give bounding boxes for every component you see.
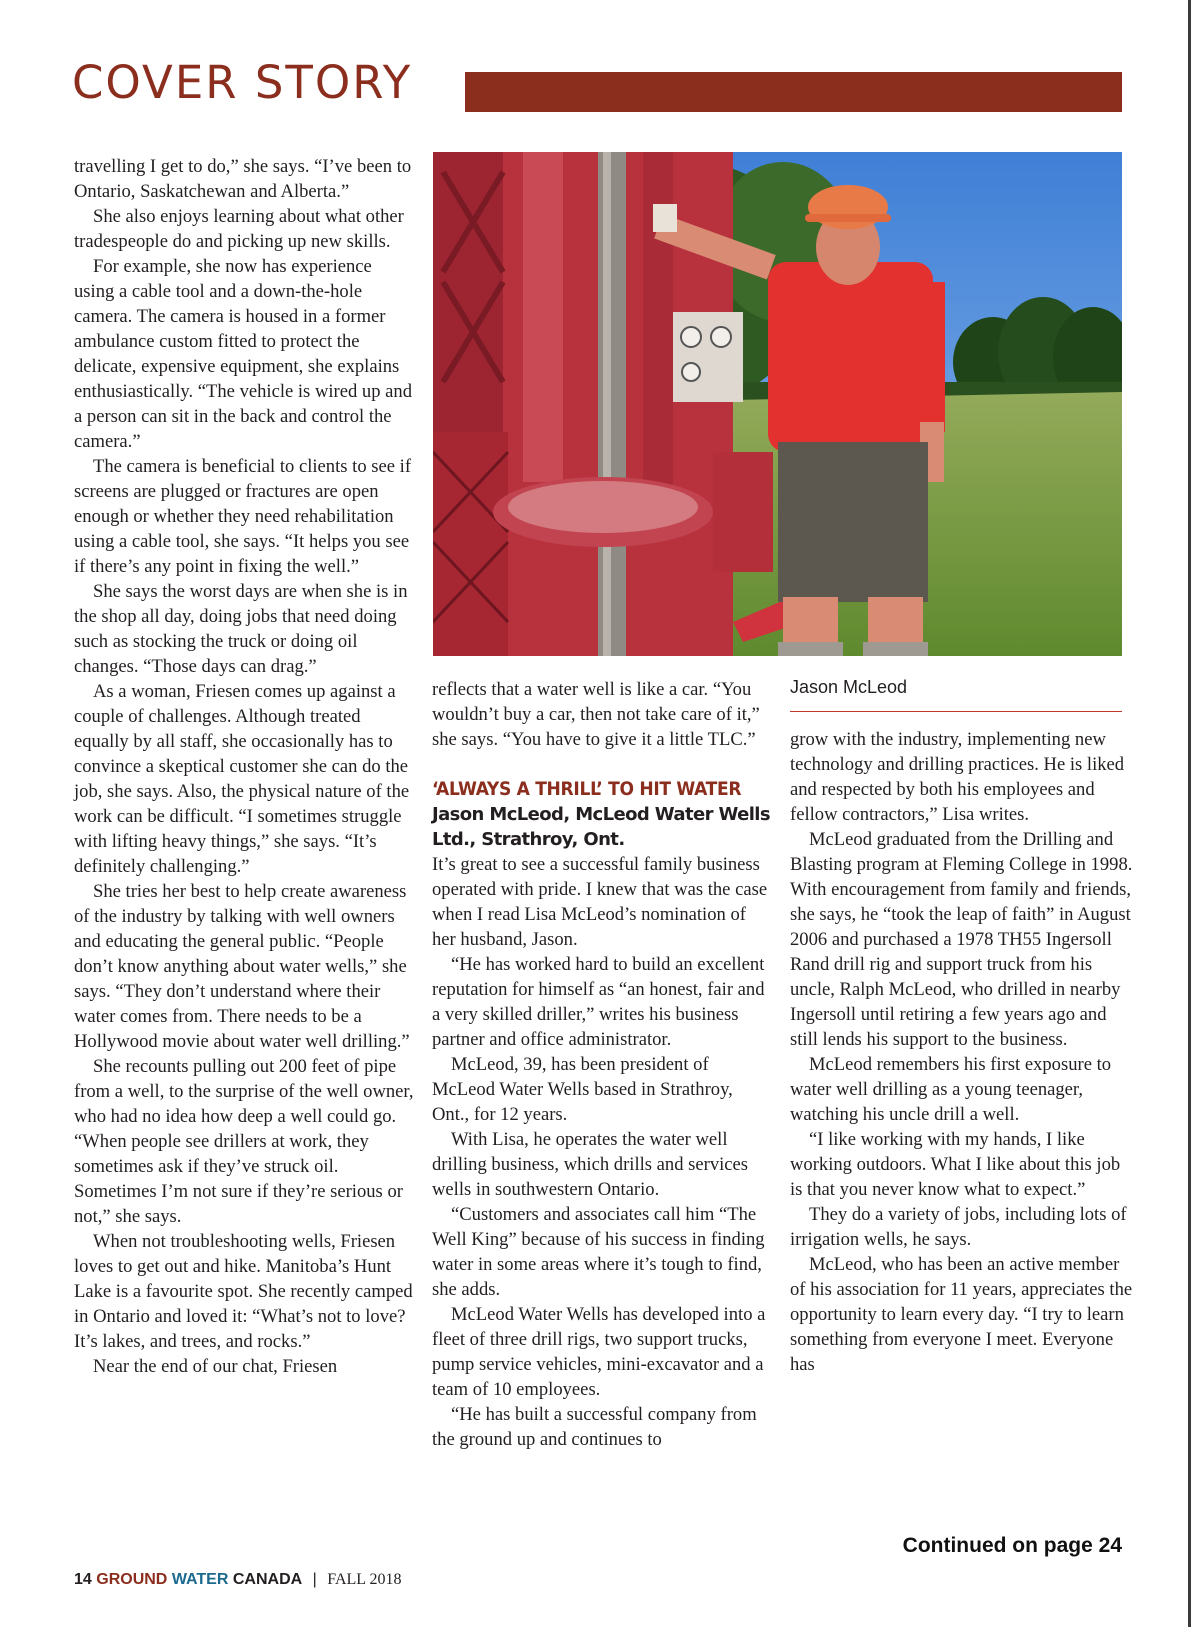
paragraph: McLeod, 39, has been president of McLeod Water Wells based in Strathroy, Ont., for 12 years.: [432, 1054, 733, 1125]
magazine-name-water: WATER: [171, 1571, 229, 1588]
magazine-name-ground: GROUND: [96, 1571, 168, 1588]
paragraph: She tries her best to help create awareness of the industry by talking with well owners and educating the general public. “People don’t know anything about water wells,” she says. “They don’t understand where their water comes from. There needs to be a Hollywood movie about water well drilling.”: [74, 881, 410, 1052]
paragraph: travelling I get to do,” she says. “I’ve been to Ontario, Saskatchewan and Alberta.”: [74, 156, 412, 202]
paragraph: With Lisa, he operates the water well drilling business, which drills and services wells in southwestern Ontario.: [432, 1129, 749, 1200]
paragraph: reflects that a water well is like a car. “You wouldn’t buy a car, then not take care of it,” she says. “You have to give it a little TLC.”: [432, 679, 760, 750]
paragraph: She says the worst days are when she is in the shop all day, doing jobs that need doing such as stocking the truck or doing oil changes. “Those days can drag.”: [74, 581, 408, 677]
paragraph: McLeod, who has been an active member of his association for 11 years, appreciates the opportunity to learn every day. “I try to learn something from everyone I meet. Everyone has: [790, 1254, 1133, 1375]
article-column-1: [74, 154, 414, 1379]
paragraph: “I like working with my hands, I like working outdoors. What I like about this job is that you never know what to expect.”: [790, 1129, 1121, 1200]
section-subheading: ‘ALWAYS A THRILL’ TO HIT WATER: [432, 778, 742, 800]
paragraph: McLeod remembers his first exposure to water well drilling as a young teenager, watching his uncle drill a well.: [790, 1054, 1112, 1125]
paragraph: It’s great to see a successful family business operated with pride. I knew that was the case when I read Lisa McLeod’s nomination of her husband, Jason.: [432, 854, 768, 950]
paragraph: For example, she now has experience using a cable tool and a down-the-hole camera. The camera is housed in a former ambulance custom fitted to protect the delicate, expensive equipment, she explains enthusiastically. “The vehicle is wired up and a person can sit in the back and control the camera.”: [74, 256, 413, 452]
paragraph: McLeod graduated from the Drilling and Blasting program at Fleming College in 1998. With encouragement from family and friends, she says, he “took the leap of faith” in August 2006 and purchased a 1978 TH55 Ingersoll Rand drill rig and support truck from his uncle, Ralph McLeod, who drilled in nearby Ingersoll until retiring a few years ago and still lends his support to the business.: [790, 829, 1133, 1050]
paragraph: She recounts pulling out 200 feet of pipe from a well, to the surprise of the well owner, who had no idea how deep a well could go. “When people see drillers at work, they sometimes ask if they’ve struck oil. Sometimes I’m not sure if they’re serious or not,” she says.: [74, 1056, 414, 1227]
paragraph: She also enjoys learning about what other tradespeople do and picking up new skills.: [74, 206, 404, 252]
issue-date: FALL 2018: [327, 1571, 402, 1588]
photo-caption: Jason McLeod: [790, 676, 1122, 712]
article-column-2: [432, 677, 772, 1452]
page-edge-line: [1188, 0, 1191, 1627]
paragraph: They do a variety of jobs, including lots of irrigation wells, he says.: [790, 1204, 1127, 1250]
section-byline: Jason McLeod, McLeod Water Wells Ltd., Strathroy, Ont.: [432, 804, 770, 850]
paragraph: “He has built a successful company from the ground up and continues to: [432, 1404, 757, 1450]
page-footer: [74, 1571, 401, 1589]
magazine-name-canada: CANADA: [232, 1571, 303, 1588]
paragraph: “He has worked hard to build an excellent reputation for himself as “an honest, fair and a very skilled driller,” writes his business partner and office administrator.: [432, 954, 765, 1050]
paragraph: McLeod Water Wells has developed into a fleet of three drill rigs, two support trucks, pump service vehicles, mini-excavator and a team of 10 employees.: [432, 1304, 766, 1400]
paragraph: When not troubleshooting wells, Friesen loves to get out and hike. Manitoba’s Hunt Lake is a favourite spot. She recently camped in Ontario and loved it: “What’s not to love? It’s lakes, and trees, and rocks.”: [74, 1231, 413, 1352]
section-title: COVER STORY: [72, 56, 413, 109]
footer-separator: |: [312, 1571, 317, 1588]
paragraph: Near the end of our chat, Friesen: [93, 1356, 338, 1377]
section-title-bar: [465, 72, 1122, 112]
continued-link[interactable]: Continued on page 24: [902, 1534, 1122, 1557]
paragraph: “Customers and associates call him “The Well King” because of his success in finding water in some areas where it’s tough to find, she adds.: [432, 1204, 765, 1300]
paragraph: grow with the industry, implementing new technology and drilling practices. He is liked and respected by both his employees and fellow contractors,” Lisa writes.: [790, 729, 1125, 825]
paragraph: As a woman, Friesen comes up against a couple of challenges. Although treated equally by all staff, she occasionally has to convince a skeptical customer she can do the job, she says. Also, the physical nature of the work can be difficult. “I sometimes struggle with lifting heavy things,” she says. “It’s definitely challenging.”: [74, 681, 410, 877]
feature-photo: [433, 152, 1122, 656]
paragraph: The camera is beneficial to clients to see if screens are plugged or fractures are open enough or whether they need rehabilitation using a cable tool, she says. “It helps you see if there’s any point in fixing the well.”: [74, 456, 412, 577]
article-column-3: [790, 727, 1135, 1377]
page-number: 14: [74, 1571, 92, 1588]
